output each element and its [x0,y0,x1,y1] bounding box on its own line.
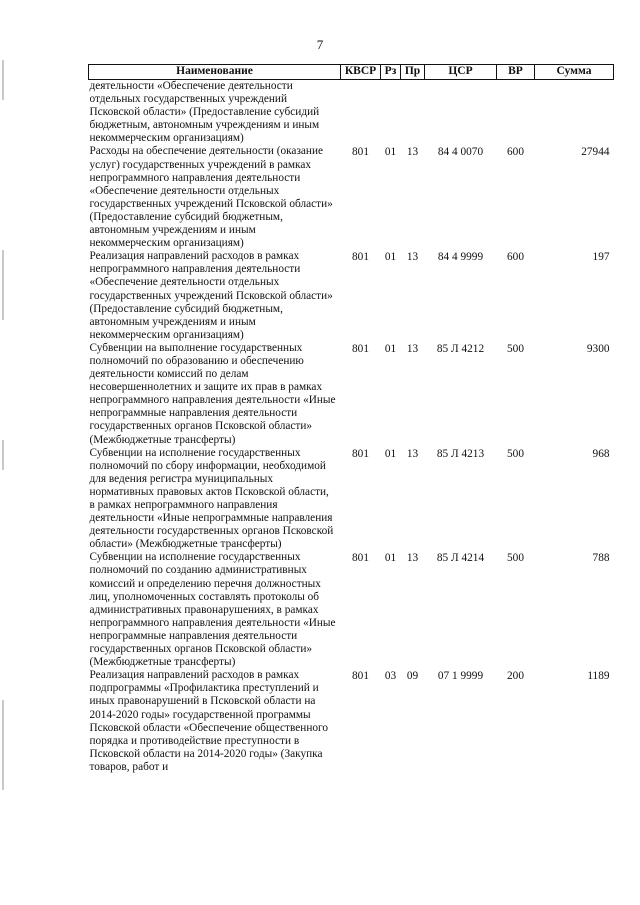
row-pr: 09 [406,670,419,683]
row-name: Реализация направлений расходов в рамках подпрограммы «Профилактика преступлений и иных правонарушений в Псковской области на 2014-2020 годы» государственной программы Псковской области «Обеспечение общественного порядка и противодействие преступности в Псковской области на 2014-2020 годы» (Закупка товаров, работ и [89,669,329,773]
row-csr: 85 Л 4213 [436,447,485,460]
row-kvsr: 801 [352,447,369,460]
row-vr: 500 [507,447,524,460]
header-name: Наименование [89,65,341,80]
table-row [89,447,614,552]
row-csr: 85 Л 4214 [436,552,485,565]
header-kvsr: КВСР [341,65,381,80]
header-csr: ЦСР [425,65,497,80]
row-rz: 01 [384,447,397,460]
table-row [89,551,614,669]
row-sum: 197 [592,251,610,264]
table-row [89,250,614,342]
header-sum: Сумма [535,65,614,80]
row-csr: 07 1 9999 [437,670,484,683]
table-row [89,669,614,774]
row-sum: 9300 [586,342,610,355]
row-csr: 85 Л 4212 [436,342,485,355]
header-rz: Рз [381,65,401,80]
row-kvsr: 801 [352,342,369,355]
row-vr: 600 [507,146,524,159]
row-name: Расходы на обеспечение деятельности (оказание услуг) государственных учреждений в рамках непрограммного направления деятельности «Обеспечение деятельности отдельных государственных учреждений Псковской области» (Предоставление субсидий бюджетным, автономным учреждениям и иным некоммерческим организациям) [89,145,333,250]
header-vr: ВР [497,65,535,80]
continuation-row [89,80,614,146]
row-name: Субвенции на исполнение государственных полномочий по сбору информации, необходимой для ведения регистра муниципальных нормативных правовых актов Псковской области, в рамках непрограммного направления деятельности «Иные непрограммные направления деятельности государственных органов Псковской области» (Межбюджетные трансферты) [89,446,334,551]
header-pr: Пр [401,65,425,80]
row-kvsr: 801 [352,146,369,159]
row-sum: 788 [592,552,610,565]
row-rz: 01 [384,342,397,355]
row-rz: 01 [384,251,397,264]
row-name: Субвенции на исполнение государственных полномочий по созданию административных комиссий и определению перечня должностных лиц, уполномоченных составлять протоколы об административных правонарушениях, в рамках непрограммного направления деятельности «Иные непрограммные направления деятельности государственных органов Псковской области» (Межбюджетные трансферты) [89,551,336,669]
row-kvsr: 801 [352,670,369,683]
row-name: Субвенции на выполнение государственных полномочий по образованию и обеспечению деятельности комиссий по делам несовершеннолетних и защите их прав в рамках непрограммного направления деятельности «Иные непрограммные направления деятельности государственных органов Псковской области» (Межбюджетные трансферты) [89,341,336,446]
row-rz: 01 [384,146,397,159]
table-row [89,145,614,250]
row-vr: 600 [507,251,524,264]
row-kvsr: 801 [352,251,369,264]
scan-edge-marks [2,0,6,905]
row-csr: 84 4 9999 [437,251,484,264]
budget-table [88,64,614,774]
row-sum: 27944 [581,146,610,159]
table-row [89,342,614,447]
row-rz: 03 [384,670,397,683]
row-vr: 500 [507,342,524,355]
row-vr: 200 [507,670,524,683]
row-pr: 13 [406,251,419,264]
row-rz: 01 [384,552,397,565]
row-pr: 13 [406,552,419,565]
continuation-text: деятельности «Обеспечение деятельности отдельных государственных учреждений Псковской области» (Предоставление субсидий бюджетным, автономным учреждениям и иным некоммерческим организациям) [89,80,320,145]
row-pr: 13 [406,146,419,159]
row-sum: 1189 [587,670,610,683]
page-number: 7 [316,37,324,52]
row-csr: 84 4 0070 [437,146,484,159]
row-name: Реализация направлений расходов в рамках непрограммного направления деятельности «Обеспечение деятельности отдельных государственных учреждений Псковской области» (Предоставление субсидий бюджетным, автономным учреждениям и иным некоммерческим организациям) [89,250,333,341]
table-header-row [89,65,614,80]
row-kvsr: 801 [352,552,369,565]
row-sum: 968 [592,447,610,460]
row-pr: 13 [406,447,419,460]
row-vr: 500 [507,552,524,565]
row-pr: 13 [406,342,419,355]
